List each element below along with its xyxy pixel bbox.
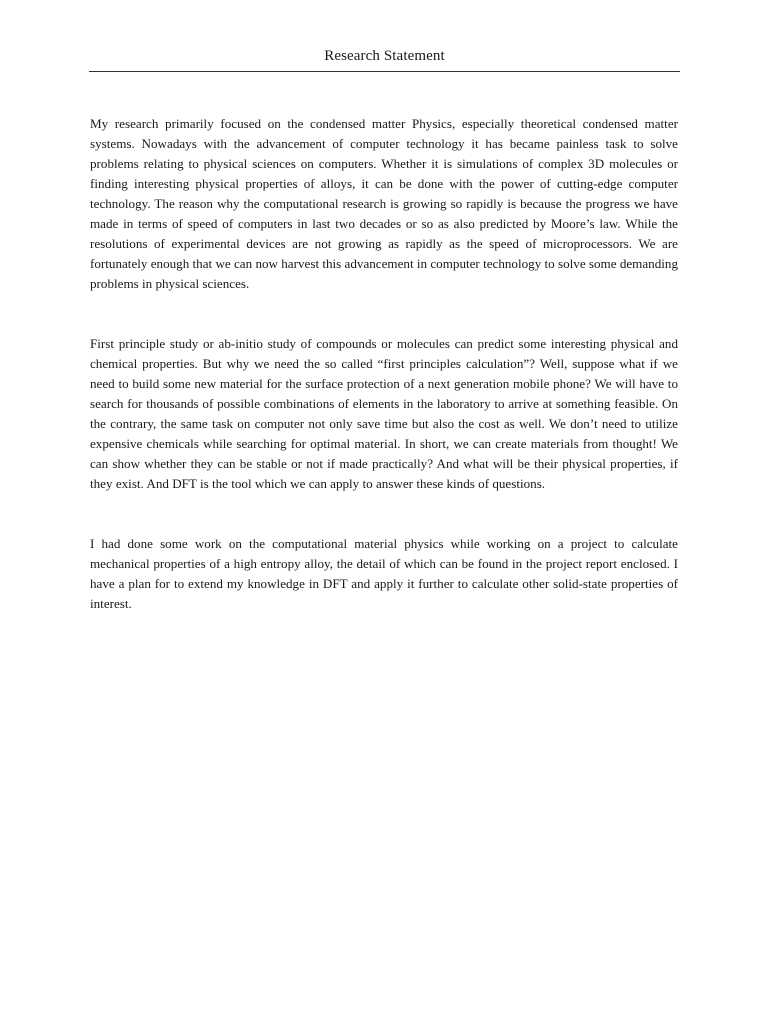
paragraph-prior-work: I had done some work on the computational material physics while working on a project to calculate mechanical properties of a high entropy alloy, the detail of which can be found in the project report enclosed. I have a plan for to extend my knowledge in DFT and apply it further to calculate other solid-state properties of interest. (90, 536, 678, 611)
paragraph-first-principles: First principle study or ab-initio study of compounds or molecules can predict some interesting physical and chemical properties. But why we need the so called “first principles calculation”? Well, suppose what if we need to build some new material for the surface protection of a next generation mobile phone? We will have to search for thousands of possible combinations of elements in the laboratory to arrive at something feasible. On the contrary, the same task on computer not only save time but also the cost as well. We don’t need to utilize expensive chemicals while searching for optimal material. In short, we can create materials from thought! We can show whether they can be stable or not if made practically? And what will be their physical properties, if they exist. And DFT is the tool which we can apply to answer these kinds of questions. (90, 336, 678, 491)
paragraph-research-focus: My research primarily focused on the condensed matter Physics, especially theoretical condensed matter systems. Nowadays with the advancement of computer technology it has became painless task to solve problems relating to physical sciences on computers. Whether it is simulations of complex 3D molecules or finding interesting physical properties of alloys, it can be done with the power of cutting-edge computer technology. The reason why the computational research is growing so rapidly is because the progress we have made in terms of speed of computers in last two decades or so as also predicted by Moore’s law. While the resolutions of experimental devices are not growing as rapidly as the speed of microprocessors. We are fortunately enough that we can now harvest this advancement in computer technology to solve some demanding problems in physical sciences. (90, 116, 678, 291)
document-body (90, 114, 678, 614)
page-header (89, 44, 680, 72)
page-title: Research Statement (324, 48, 445, 64)
